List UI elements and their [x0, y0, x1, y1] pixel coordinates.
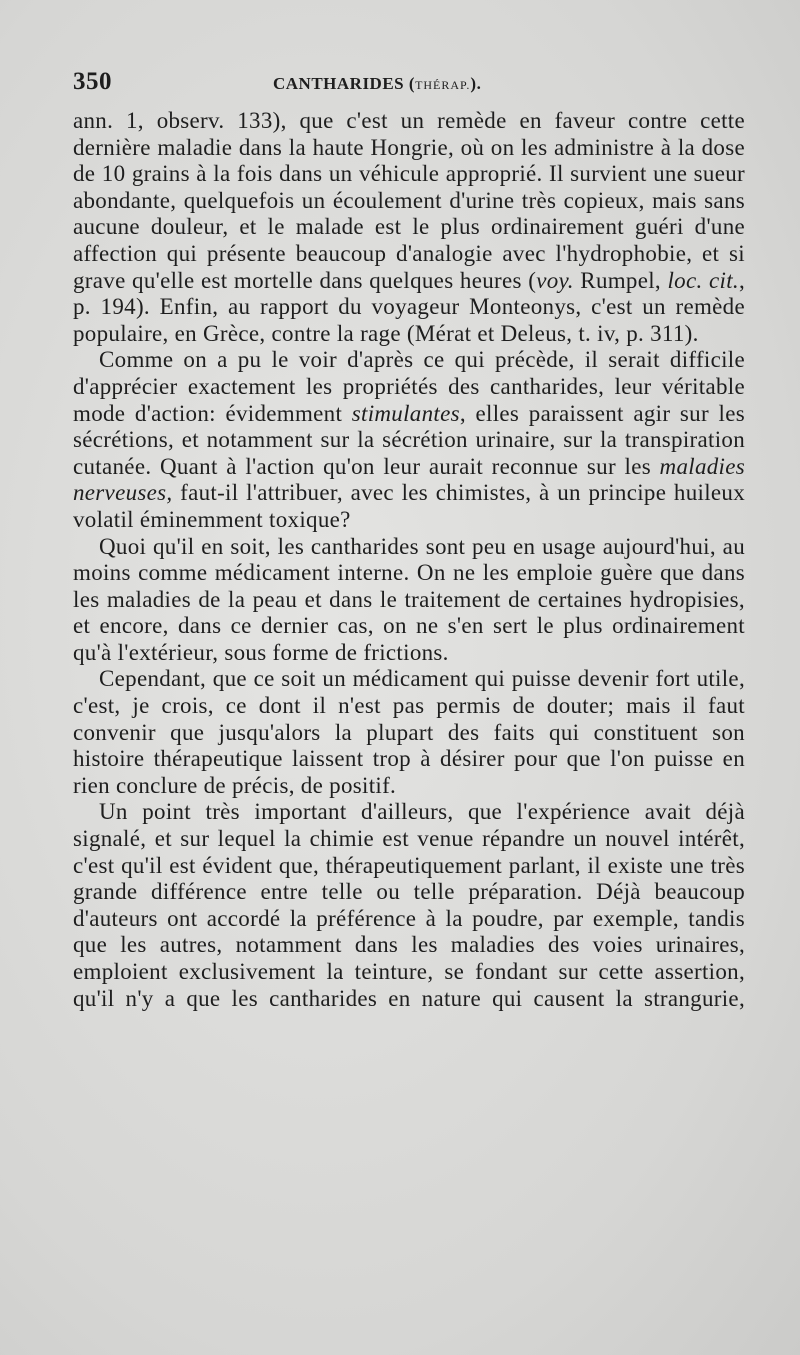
paragraph [73, 108, 745, 347]
paragraph [73, 347, 745, 533]
page-number: 350 [73, 68, 112, 95]
text-run: Quoi qu'il en soit, les cantharides sont peu en usage aujourd'hui, au moins comme médicament interne. On ne les emploie guère que dans les maladies de la peau et dans le traitement de certaines hydropisies, et encore, dans ce dernier cas, on ne s'en sert le plus ordinairement qu'à l'extérieur, sous forme de frictions. [73, 533, 745, 665]
italic-text: maladies nerveuses, [73, 453, 745, 506]
paragraph [73, 799, 745, 1012]
text-run: ann. 1, observ. 133), que c'est un remède en faveur contre cette dernière maladie dans la haute Hongrie, où on les administre à la dose de 10 grains à la fois dans un véhicule approprié. Il survient une sueur abondante, quelquefois un écoulement d'urine très copieux, mais sans aucune douleur, et le malade est le plus ordinairement guéri d'une affection qui présente beaucoup d'analogie avec l'hydrophobie, et si grave qu'elle est mortelle dans quelques heures ( [73, 108, 745, 293]
text-run: , p. 194). Enfin, au rapport du voyageur Monteonys, c'est un remède populaire, en Grèce, contre la rage (Mérat et Deleus, t. iv, p. 311). [73, 267, 746, 346]
book-page [73, 68, 745, 1012]
text-run: Rumpel, [573, 267, 668, 293]
text-run: faut-il l'attribuer, avec les chimistes, à un principe huileux volatil éminemment toxique? [73, 480, 745, 532]
running-section: THÉRAP. [415, 78, 471, 92]
text-run: Un point très important d'ailleurs, que l'expérience avait déjà signalé, et sur lequel la chimie est venue répandre un nouvel intérêt, c'est qu'il est évident que, thérapeutiquement parlant, il existe une très grande différence entre telle ou telle préparation. Déjà beaucoup d'auteurs ont accordé la préférence à la poudre, par exemple, tandis que les autres, notamment dans les maladies des voies urinaires, emploient exclusivement la teinture, se fondant sur cette assertion, qu'il n'y a que les cantharides en nature qui causent la strangurie, [73, 799, 745, 1011]
body-text [73, 108, 745, 1012]
paragraph [73, 666, 745, 799]
paragraph [73, 534, 745, 667]
italic-text: voy. [536, 267, 574, 293]
text-run: Comme on a pu le voir d'après ce qui précède, il serait difficile d'apprécier exactement les propriétés des cantharides, leur véritable mode d'action: évidemment [73, 347, 745, 426]
running-paren-open: ( [404, 74, 416, 93]
running-title-main: CANTHARIDES [273, 74, 405, 93]
running-paren-close: ). [470, 74, 482, 93]
text-run: , elles paraissent agir sur les sécrétions, et notamment sur la sécrétion urinaire, sur la transpiration cutanée. Quant à l'action qu'on leur aurait reconnue sur les [73, 400, 745, 479]
running-header [73, 68, 745, 108]
running-title [273, 74, 481, 94]
italic-text: loc. cit. [667, 267, 739, 293]
italic-text: stimulantes [351, 400, 460, 426]
text-run: Cependant, que ce soit un médicament qui puisse devenir fort utile, c'est, je crois, ce dont il n'est pas permis de douter; mais il faut convenir que jusqu'alors la plupart des faits qui constituent son histoire thérapeutique laissent trop à désirer pour que l'on puisse en rien conclure de précis, de positif. [73, 666, 745, 798]
